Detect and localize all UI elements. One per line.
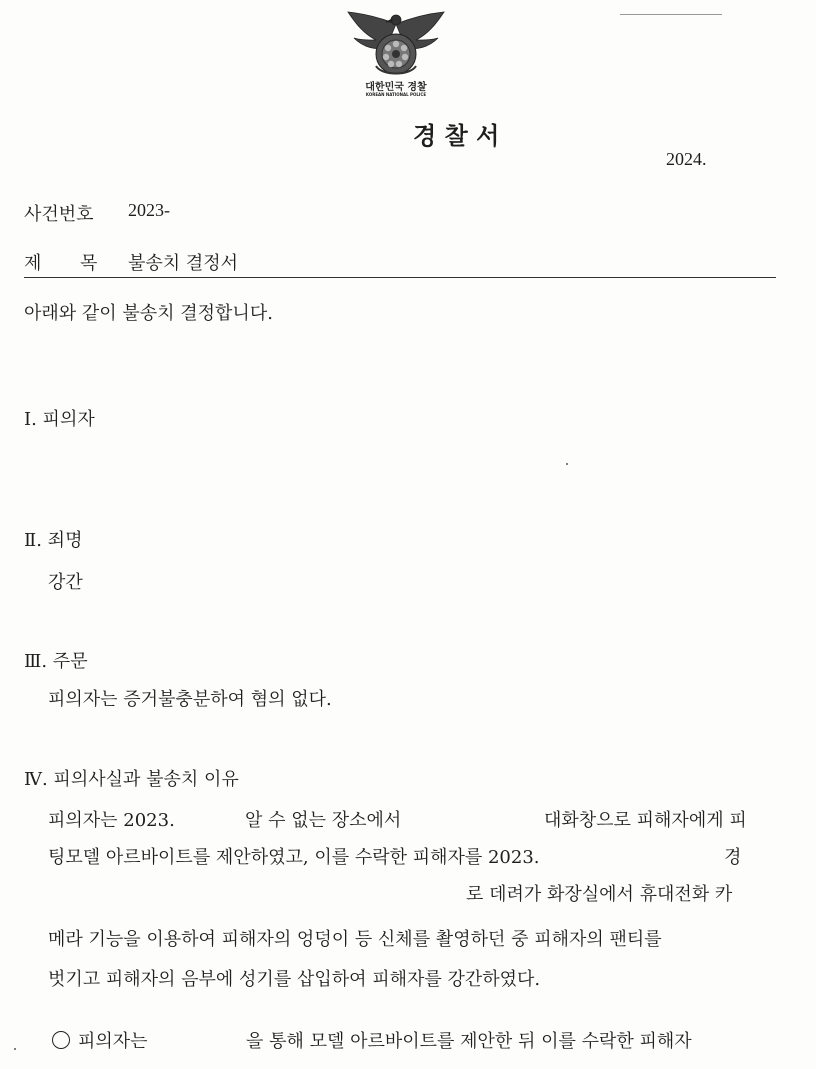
org-name-english: KOREAN NATIONAL POLICE xyxy=(365,92,427,97)
case-number-value: 2023- xyxy=(128,200,170,220)
circle-bullet-icon xyxy=(52,1031,70,1049)
document-title: 경 찰 서 xyxy=(413,122,500,150)
scan-speck xyxy=(566,463,568,465)
section-order-title: Ⅲ. 주문 xyxy=(24,651,88,672)
facts-line-1c: 대화창으로 피해자에게 피 xyxy=(544,810,747,831)
facts-line-4: 메라 기능을 이용하여 피해자의 엉덩이 등 신체를 촬영하던 중 피해자의 팬티를 xyxy=(48,929,662,950)
case-number-label: 사건번호 xyxy=(24,204,94,225)
facts-line-6b: 을 통해 모델 아르바이트를 제안한 뒤 이를 수락한 피해자 xyxy=(246,1031,692,1052)
facts-line-2b: 경 xyxy=(724,847,742,868)
facts-line-6a xyxy=(52,1027,148,1053)
org-name-korean: 대한민국 경찰 xyxy=(365,82,427,93)
section-suspect-title: Ⅰ. 피의자 xyxy=(24,409,95,430)
facts-line-2a: 팅모델 아르바이트를 제안하였고, 이를 수락한 피해자를 2023. xyxy=(48,847,540,868)
section-facts-title: Ⅳ. 피의사실과 불송치 이유 xyxy=(24,769,239,790)
facts-line-1a: 피의자는 2023. xyxy=(48,810,175,831)
subject-label-a: 제 xyxy=(24,253,42,274)
header-divider xyxy=(24,277,776,278)
section-charge-title: Ⅱ. 죄명 xyxy=(24,530,83,551)
facts-line-1b: 알 수 없는 장소에서 xyxy=(245,810,402,831)
facts-line-5: 벗기고 피해자의 음부에 성기를 삽입하여 피해자를 강간하였다. xyxy=(48,969,541,990)
section-charge-body: 강간 xyxy=(48,572,83,593)
subject-label-b: 목 xyxy=(80,253,98,274)
facts-line-6a-text: 피의자는 xyxy=(78,1031,148,1052)
intro-statement: 아래와 같이 불송치 결정합니다. xyxy=(24,303,273,324)
document-date: 2024. xyxy=(666,149,707,169)
facts-line-3: 로 데려가 화장실에서 휴대전화 카 xyxy=(466,884,733,905)
scan-speck xyxy=(14,1048,16,1050)
section-order-body: 피의자는 증거불충분하여 혐의 없다. xyxy=(48,689,332,710)
police-emblem xyxy=(346,10,446,80)
corner-mark xyxy=(620,14,722,15)
subject-value: 불송치 결정서 xyxy=(128,253,239,274)
